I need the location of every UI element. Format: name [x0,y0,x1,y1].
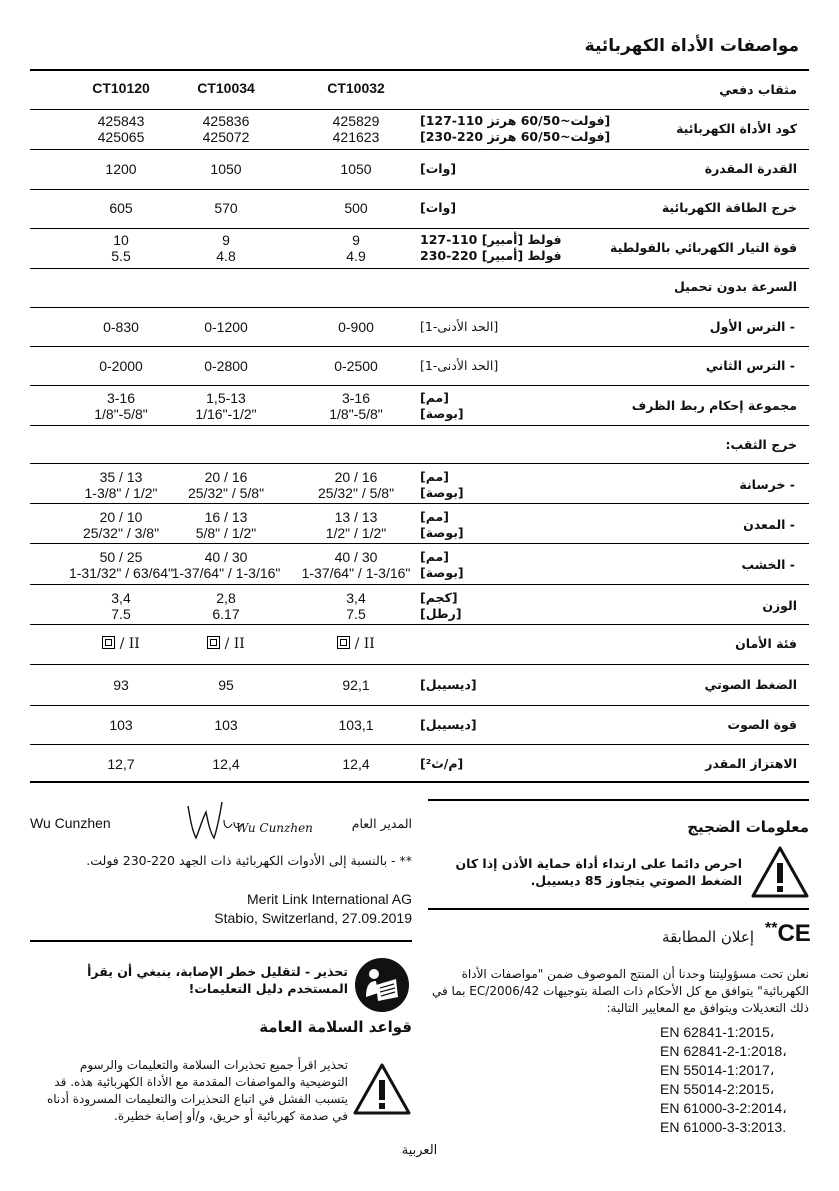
cell: 10 [113,232,129,248]
row-divider [30,705,809,706]
cell: 1-37/64" / 1-3/16" [171,565,281,581]
signatory-role: المدير العام [351,816,412,831]
row-divider [30,584,809,585]
read-manual-icon [354,957,410,1013]
ce-mark-text: CE [777,920,811,947]
double-insulation-icon [337,636,350,649]
row-unit: [رطل] [420,606,462,621]
conformity-text: نعلن تحت مسؤوليتنا وحدنا أن المنتج الموصوف ضمن "مواصفات الأداة الكهربائية" يتوافق مع كل الأحكام ذات الصلة بتوجيهات 2006/42/EC بما في ذلك التعديلات ويتوافق مع المعايير التالية: [431,967,809,1015]
standard-item: EN 55014-2:2015، [660,1081,775,1097]
standard-item: EN 61000-3-3:2013. [660,1119,787,1135]
cell: 7.5 [346,606,366,622]
row-label: - المعدن [743,517,795,532]
row-label: - خرسانة [739,477,795,492]
handwritten-signature [180,798,313,842]
cell [291,636,421,652]
cell: 103 [214,717,238,733]
row-divider [30,463,809,464]
row-label: القدرة المقدرة [704,161,797,176]
row-divider [30,543,809,544]
cell: 20 / 16 [334,469,378,485]
standard-item: EN 62841-1:2015، [660,1024,775,1040]
row-unit: [مم] [420,390,449,405]
row-label: كود الأداة الكهربائية [676,121,797,136]
row-unit: [بوصة] [420,485,464,500]
cell: 1-37/64" / 1-3/16" [301,565,411,581]
page-title: مواصفات الأداة الكهربائية [584,36,799,56]
row-divider [30,744,809,745]
cell: 20 / 16 [204,469,248,485]
row-unit: [بوصة] [420,525,464,540]
row-unit: [مم] [420,469,449,484]
cell: 2,8 [216,590,236,606]
signature-text: Wu Cunzhen [236,821,313,835]
section-rule [428,799,809,801]
standard-item: EN 61000-3-2:2014، [660,1100,787,1116]
row-label: - الترس الأول [709,319,795,334]
section-rule [30,940,412,942]
cell: 3,4 [111,590,131,606]
cell: 12,4 [212,756,240,772]
cell: 25/32" / 3/8" [82,525,160,541]
table-bottom-rule [30,781,809,783]
double-insulation-icon [207,636,220,649]
cell: 1/16"-1/2" [195,406,257,422]
manual-warning-text: تحذير - لتقليل خطر الإصابة، ينبغي أن يقرأ المستخدم دليل التعليمات! [87,964,348,996]
cell: 0-900 [338,319,374,335]
row-unit: [وات] [420,161,457,176]
ce-stars: ** [765,920,778,937]
row-unit: [الحد الأدنى-1] [420,319,499,334]
row-label: قوة الصوت [727,717,797,732]
warning-triangle-icon [352,1062,412,1116]
company-name: Merit Link International AG [247,891,412,907]
footer-language: العربية [401,1143,438,1158]
cell: 425072 [202,129,250,145]
row-unit: 127-110 فولط [أمبير] [420,232,562,247]
row-unit: [كجم] [420,590,458,605]
cell: 92,1 [342,677,370,693]
cell: 4.9 [346,248,366,264]
cell: 1-31/32" / 63/64" [68,565,174,581]
cell: 25/32" / 5/8" [317,485,395,501]
row-divider [30,228,809,229]
safety-class-value: / II [354,636,375,652]
ce-mark [765,920,811,948]
cell: 12,4 [342,756,370,772]
standard-item: EN 62841-2-1:2018، [660,1043,787,1059]
row-divider [30,503,809,504]
general-safety-text: تحذير اقرأ جميع تحذيرات السلامة والتعليمات والرسوم التوضيحية والمواصفات المقدمة مع الأداة الكهربائية هذه. قد يتسبب الفشل في اتباع التحذيرات والتعليمات المسرودة أدناه في صدمة كهربائية أو حريق، و/أو إصابة خطيرة. [46,1058,348,1123]
cell: 6.17 [212,606,240,622]
double-insulation-icon [102,636,115,649]
row-label: الاهتزاز المقدر [705,756,797,771]
model-header: CT10034 [197,80,255,96]
row-unit: [بوصة] [420,565,464,580]
noise-title: معلومات الضجيج [687,818,809,836]
cell: 421623 [332,129,380,145]
cell: 13 / 13 [334,509,378,525]
cell: 35 / 13 [99,469,143,485]
cell: 25/32" / 5/8" [187,485,265,501]
cell: 0-1200 [204,319,248,335]
cell: 1/8"-5/8" [329,406,383,422]
row-unit: [الحد الأدنى-1] [420,358,499,373]
cell: 1200 [105,161,137,177]
cell: 7.5 [111,606,131,622]
cell: 5/8" / 1/2" [195,525,257,541]
row-unit: [127-110 فولت~60/50 هرتز] [420,113,611,128]
cell: 570 [214,200,238,216]
row-label: فئة الأمان [735,636,797,651]
cell: 40 / 30 [204,549,248,565]
cell: 1050 [340,161,372,177]
row-unit: 230-220 فولط [أمبير] [420,248,562,263]
cell: 1/8"-5/8" [94,406,148,422]
models-label: مثقاب دفعي [719,82,797,97]
row-label: الوزن [762,598,797,613]
cell: 16 / 13 [204,509,248,525]
row-divider [30,149,809,150]
cell: 425829 [332,113,380,129]
cell: 425843 [97,113,145,129]
cell: 1-3/8" / 1/2" [84,485,158,501]
row-divider [30,664,809,665]
cell: 95 [218,677,234,693]
row-unit: [مم] [420,509,449,524]
row-unit: [بوصة] [420,406,464,421]
cell: 40 / 30 [334,549,378,565]
cell: 0-830 [103,319,139,335]
cell: 12,7 [107,756,135,772]
row-label: خرج الطاقة الكهربائية [661,200,797,215]
general-safety-title: قواعد السلامة العامة [259,1018,412,1036]
cell: 103,1 [338,717,374,733]
cell: 605 [109,200,133,216]
cell: 20 / 10 [99,509,143,525]
row-unit: [وات] [420,200,457,215]
cell: 0-2500 [334,358,378,374]
section-rule [428,908,809,910]
safety-class-value: / II [119,636,140,652]
row-unit: [ديسيبل] [420,677,477,692]
warning-triangle-icon [750,845,810,899]
conformity-title: إعلان المطابقة [662,928,754,946]
cell: 4.8 [216,248,236,264]
row-label: مجموعة إحكام ربط الظرف [631,398,797,413]
cell: 93 [113,677,129,693]
company-location-date: Stabio, Switzerland, 27.09.2019 [214,910,412,926]
signatory-name: Wu Cunzhen [30,815,111,831]
row-divider [30,346,809,347]
table-top-rule [30,69,809,71]
cell: 5.5 [111,248,131,264]
row-divider [30,109,809,110]
standard-item: EN 55014-1:2017، [660,1062,775,1078]
noise-text: احرص دائما على ارتداء أداة حماية الأذن إذا كان الضغط الصوتي يتجاوز 85 ديسيبل. [455,856,742,888]
cell: 103 [109,717,133,733]
cell: 1,5-13 [206,390,246,406]
row-unit: [مم] [420,549,449,564]
row-divider [30,189,809,190]
cell: 1050 [210,161,242,177]
cell: 3-16 [106,390,136,406]
row-label: - الخشب [741,557,795,572]
cell: 0-2000 [99,358,143,374]
model-header: CT10120 [92,80,150,96]
safety-class-value: / II [224,636,245,652]
row-label: خرج الثقب: [725,437,797,452]
row-divider [30,268,809,269]
cell: 0-2800 [204,358,248,374]
row-unit: [ديسيبل] [420,717,477,732]
row-label: قوة التيار الكهربائي بالفولطية [610,240,797,255]
row-divider [30,307,809,308]
cell: 3,4 [346,590,366,606]
cell: 3-16 [341,390,371,406]
row-unit: [230-220 فولت~60/50 هرتز] [420,129,611,144]
cell: 9 [222,232,230,248]
cell: 500 [344,200,368,216]
row-unit: [م/ث²] [420,756,464,771]
cell: 9 [352,232,360,248]
row-divider [30,385,809,386]
cell: 425065 [97,129,145,145]
row-label: الضغط الصوتي [704,677,797,692]
row-label: السرعة بدون تحميل [674,279,797,294]
voltage-footnote: ** - بالنسبة إلى الأدوات الكهربائية ذات الجهد 220-230 فولت. [86,853,412,868]
row-divider [30,624,809,625]
cell: 50 / 25 [99,549,143,565]
cell: 425836 [202,113,250,129]
row-label: - الترس الثاني [705,358,795,373]
model-header: CT10032 [327,80,385,96]
cell: 1/2" / 1/2" [325,525,387,541]
row-divider [30,425,809,426]
cell [56,636,186,652]
